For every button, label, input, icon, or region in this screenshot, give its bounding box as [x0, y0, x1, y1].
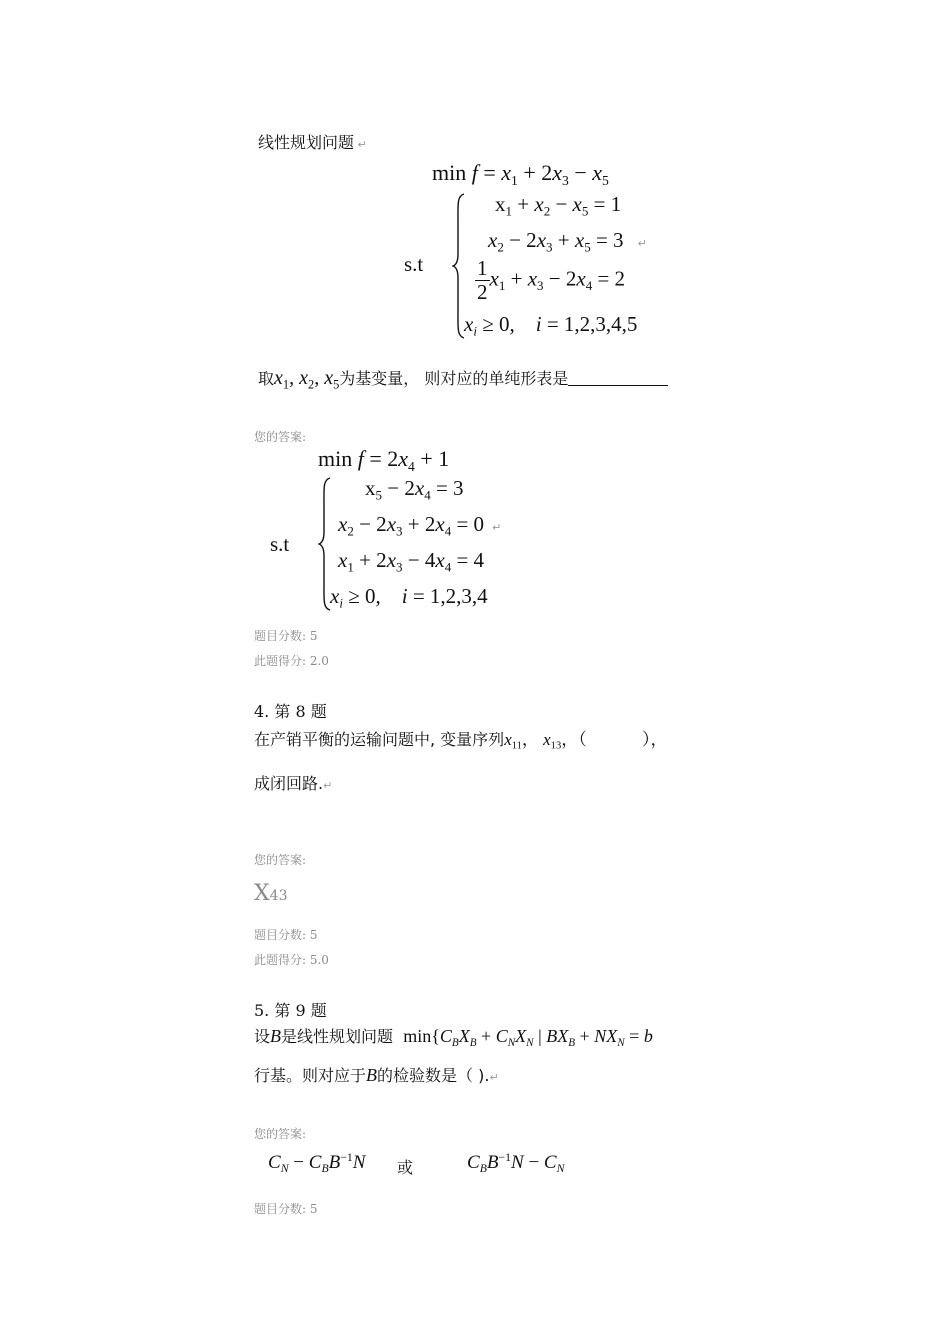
q3-answer-objective: $\min f = 2x_4 + 1$ — [318, 446, 450, 474]
q3-intro: 线性规划问题 ↵ — [258, 133, 367, 152]
paragraph-mark-icon: ↵ — [489, 1071, 499, 1084]
q5-answer-left: $C_N - C_BB^{-1}N$ — [268, 1150, 366, 1176]
q5-answer-right: $C_BB^{-1}N - C_N$ — [467, 1150, 565, 1176]
q4-answer: X43 — [254, 881, 288, 906]
q4-answer-label: 您的答案: — [254, 853, 307, 867]
q3-score: 题目分数: 5 — [254, 629, 318, 643]
paragraph-mark-icon: ↵ — [492, 521, 502, 534]
q5-text-b: 行基。则对应于B的检验数是（ ).↵ — [254, 1065, 499, 1085]
q3-answer-constraint-1: $x_5 - 2x_4 = 3$ — [365, 476, 464, 503]
q4-heading: 4. 第 8 题 — [254, 702, 327, 721]
q5-score: 题目分数: 5 — [254, 1202, 318, 1216]
q3-objective: $\min f = x_1 + 2x_3 - x_5$ — [432, 160, 609, 188]
q5-text-a: 设B是线性规划问题 $\min\{C_BX_B + C_NX_N$ | $BX_B + NX_N = b$ — [254, 1026, 653, 1047]
q4-text-a: 在产销平衡的运输问题中, 变量序列$x_{11}$， $x_{13}$，（ ）， — [254, 730, 668, 752]
q3-answer-constraint-2: $x_2 - 2x_3 + 2x_4 = 0$ ↵ — [338, 512, 502, 539]
q3-answer-constraint-4: $x_i \ge 0$, i = 1,2,3,4 — [330, 584, 488, 611]
q5-heading: 5. 第 9 题 — [254, 1001, 327, 1020]
q5-answer-or: 或 — [397, 1158, 414, 1177]
q3-constraint-3: $\frac{1}{2}$ $x_1 + x_3 - 2x_4 = 2$ — [477, 256, 626, 304]
q3-constraint-2: $x_2 - 2x_3 + x_5 = 3$ ↵ — [488, 228, 647, 255]
q3-answer-constraint-3: $x_1 + 2x_3 - 4x_4 = 4$ — [338, 548, 485, 575]
q4-score: 题目分数: 5 — [254, 928, 318, 942]
q3-answer-st-label: s.t — [270, 532, 290, 556]
q3-prompt: 取$x_1$, $x_2$, $x_5$为基变量， 则对应的单纯形表是 — [258, 366, 668, 390]
q3-answer-label: 您的答案: — [254, 430, 307, 444]
q3-st-label: s.t — [404, 252, 424, 276]
paragraph-mark-icon: ↵ — [323, 779, 333, 792]
answer-blank — [568, 371, 668, 386]
q3-constraint-4: $x_i \ge 0$, i = 1,2,3,4,5 — [464, 312, 638, 339]
paragraph-mark-icon: ↵ — [354, 138, 367, 151]
q4-got: 此题得分: 5.0 — [254, 953, 329, 967]
paragraph-mark-icon: ↵ — [637, 237, 647, 250]
q4-text-b: 成闭回路.↵ — [254, 774, 333, 793]
q3-got: 此题得分: 2.0 — [254, 654, 329, 668]
q5-answer-label: 您的答案: — [254, 1127, 307, 1141]
q3-constraint-1: $x_1 + x_2 - x_5 = 1$ — [495, 192, 622, 219]
